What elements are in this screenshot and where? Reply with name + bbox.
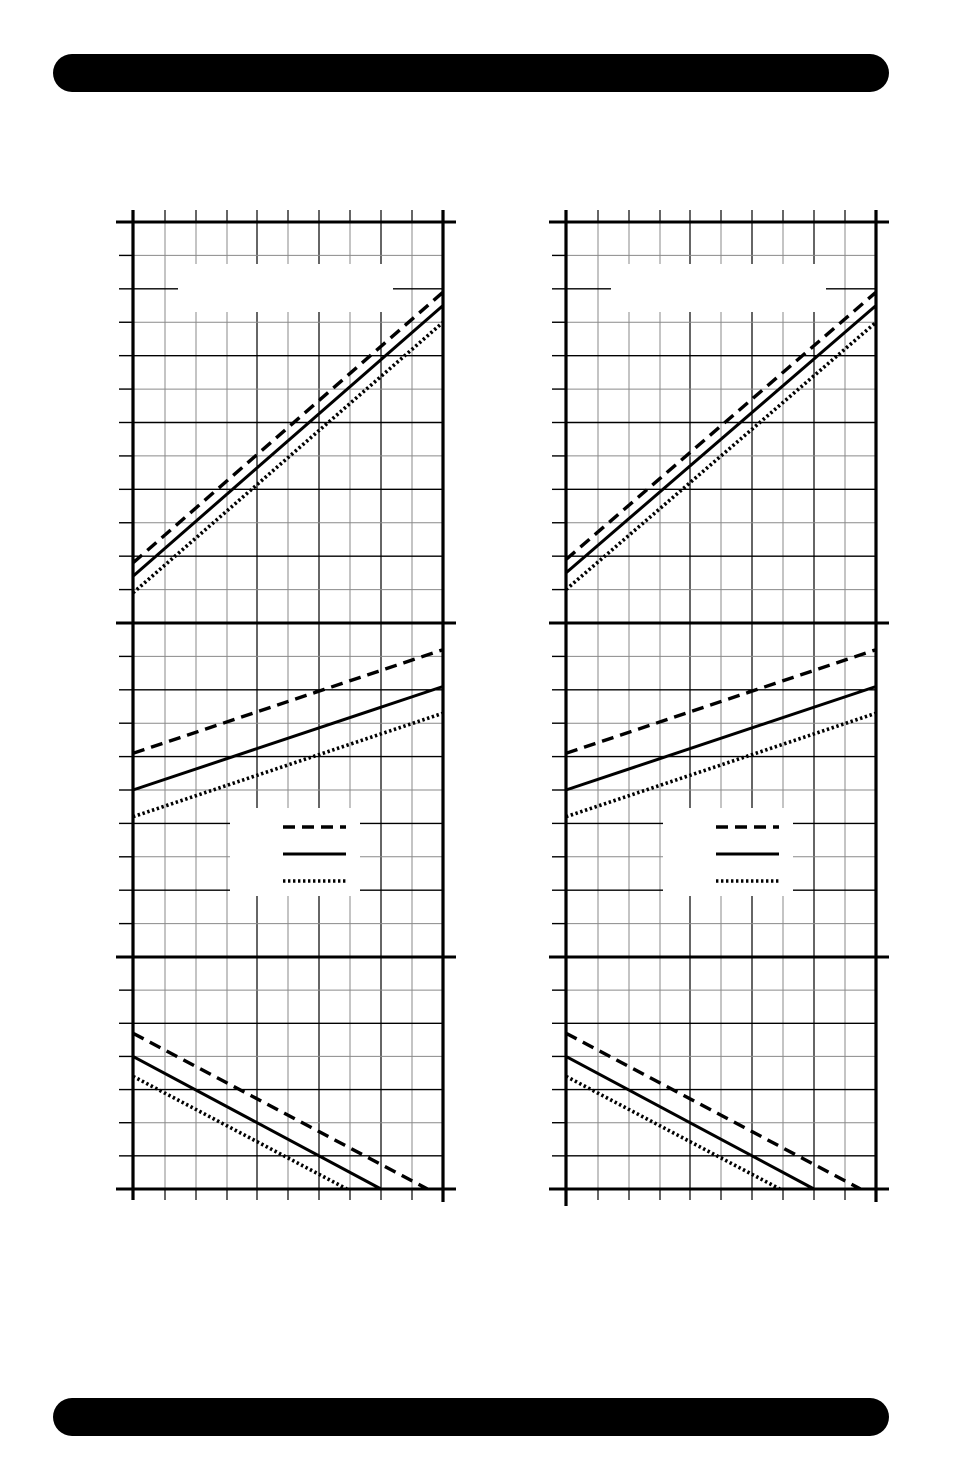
chart-right (433, 0, 954, 1474)
panel-label-box (178, 264, 393, 312)
panel-label-box (611, 264, 826, 312)
footer-band (53, 1398, 889, 1436)
